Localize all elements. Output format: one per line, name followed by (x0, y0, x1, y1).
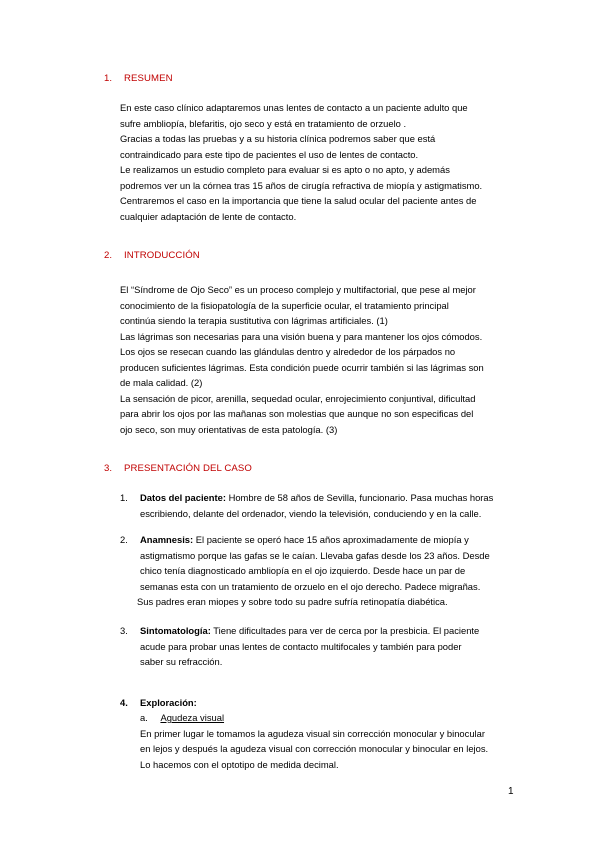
section-number: 2. (104, 250, 113, 261)
text-line: en lejos y después la agudeza visual con corrección monocular y binocular en lejos. (140, 743, 489, 754)
item-number: 4. (120, 697, 128, 708)
item-text: El paciente se operó hace 15 años aproximadamente de miopía y (193, 534, 469, 545)
section-title: PRESENTACIÓN DEL CASO (124, 463, 252, 474)
resumen-paragraph (120, 100, 525, 224)
text-line: La sensación de picor, arenilla, sequedad ocular, enrojecimiento conjuntival, dificultad (120, 392, 476, 404)
text-line: astigmatismo porque las gafas se le caían. Llevaba gafas desde los 23 años. Desde (140, 549, 490, 561)
item-label: Exploración: (140, 697, 197, 708)
text-line: contraindicado para este tipo de pacientes el uso de lentes de contacto. (120, 148, 419, 160)
text-line: conocimiento de la fisiopatología de la superficie ocular, el tratamiento principal (120, 299, 449, 311)
item-number: 3. (120, 625, 128, 636)
text-line: Sus padres eran miopes y sobre todo su padre sufría retinopatía diabética. (137, 596, 448, 607)
text-line: acude para probar unas lentes de contacto multifocales y también para poder (140, 640, 462, 652)
text-line: Lo hacemos con el optotipo de medida decimal. (140, 758, 339, 770)
text-line: En este caso clínico adaptaremos unas lentes de contacto a un paciente adulto que (120, 102, 468, 113)
subsection-letter: a. (140, 712, 148, 723)
section-number: 1. (104, 73, 113, 84)
text-line: escribiendo, delante del ordenador, viendo la televisión, conduciendo y en la calle. (140, 507, 482, 519)
text-line: Gracias a todas las pruebas y a su historia clínica podremos saber que está (120, 133, 436, 144)
text-line: saber su refracción. (140, 656, 223, 667)
item-label: Anamnesis: (140, 534, 194, 545)
text-line: semanas esta con un tratamiento de orzuelo en el ojo derecho. Padece migrañas. (140, 580, 481, 592)
section-title: INTRODUCCIÓN (124, 250, 200, 261)
text-line: cualquier adaptación de lente de contacto. (120, 210, 297, 222)
section-heading-presentacion (104, 463, 354, 477)
text-line: Le realizamos un estudio completo para evaluar si es apto o no apto, y además (120, 164, 450, 175)
text-line: chico tenía diagnosticado ambliopía en el ojo izquierdo. Desde hace un par de (140, 565, 466, 576)
item-label: Sintomatología: (140, 625, 211, 636)
item-text: Tiene dificultades para ver de cerca por la presbicia. El paciente (210, 625, 480, 636)
item-text: Hombre de 58 años de Sevilla, funcionario. Pasa muchas horas (225, 492, 494, 503)
item-number: 1. (120, 492, 128, 503)
text-line: Las lágrimas son necesarias para una visión buena y para mantener los ojos cómodos. (120, 330, 483, 342)
page-number: 1 (508, 786, 514, 797)
text-line: sufre ambliopía, blefaritis, ojo seco y está en tratamiento de orzuelo . (120, 117, 407, 129)
section-heading-resumen (104, 73, 304, 87)
text-line: continúa siendo la terapia sustitutiva con lágrimas artificiales. (1) (120, 315, 388, 326)
subsection-agudeza-visual (140, 710, 540, 772)
text-line: Centraremos el caso en la importancia que tiene la salud ocular del paciente antes de (120, 195, 477, 206)
text-line: podremos ver un la córnea tras 15 años de cirugía refractiva de miopía y astigmatismo. (120, 179, 483, 191)
introduccion-paragraph (120, 282, 525, 437)
subsection-title: Agudeza visual (160, 712, 225, 723)
text-line: ojo seco, son muy orientativas de esta patología. (3) (120, 423, 338, 435)
section-heading-introduccion (104, 250, 304, 264)
text-line: En primer lugar le tomamos la agudeza visual sin corrección monocular y binocular (140, 727, 485, 739)
text-line: Los ojos se resecan cuando las glándulas dentro y alrededor de los párpados no (120, 346, 456, 357)
section-number: 3. (104, 463, 113, 474)
text-line: El “Síndrome de Ojo Seco” es un proceso complejo y multifactorial, que pese al mejor (120, 284, 476, 295)
text-line: para abrir los ojos por las mañanas son molestias que aunque no son especificas del (120, 408, 474, 419)
text-line: producen suficientes lágrimas. Esta condición puede ocurrir también si las lágrimas son (120, 361, 484, 373)
item-label: Datos del paciente: (140, 492, 226, 503)
text-line: de mala calidad. (2) (120, 377, 203, 388)
item-number: 2. (120, 534, 128, 545)
section-title: RESUMEN (124, 73, 173, 84)
